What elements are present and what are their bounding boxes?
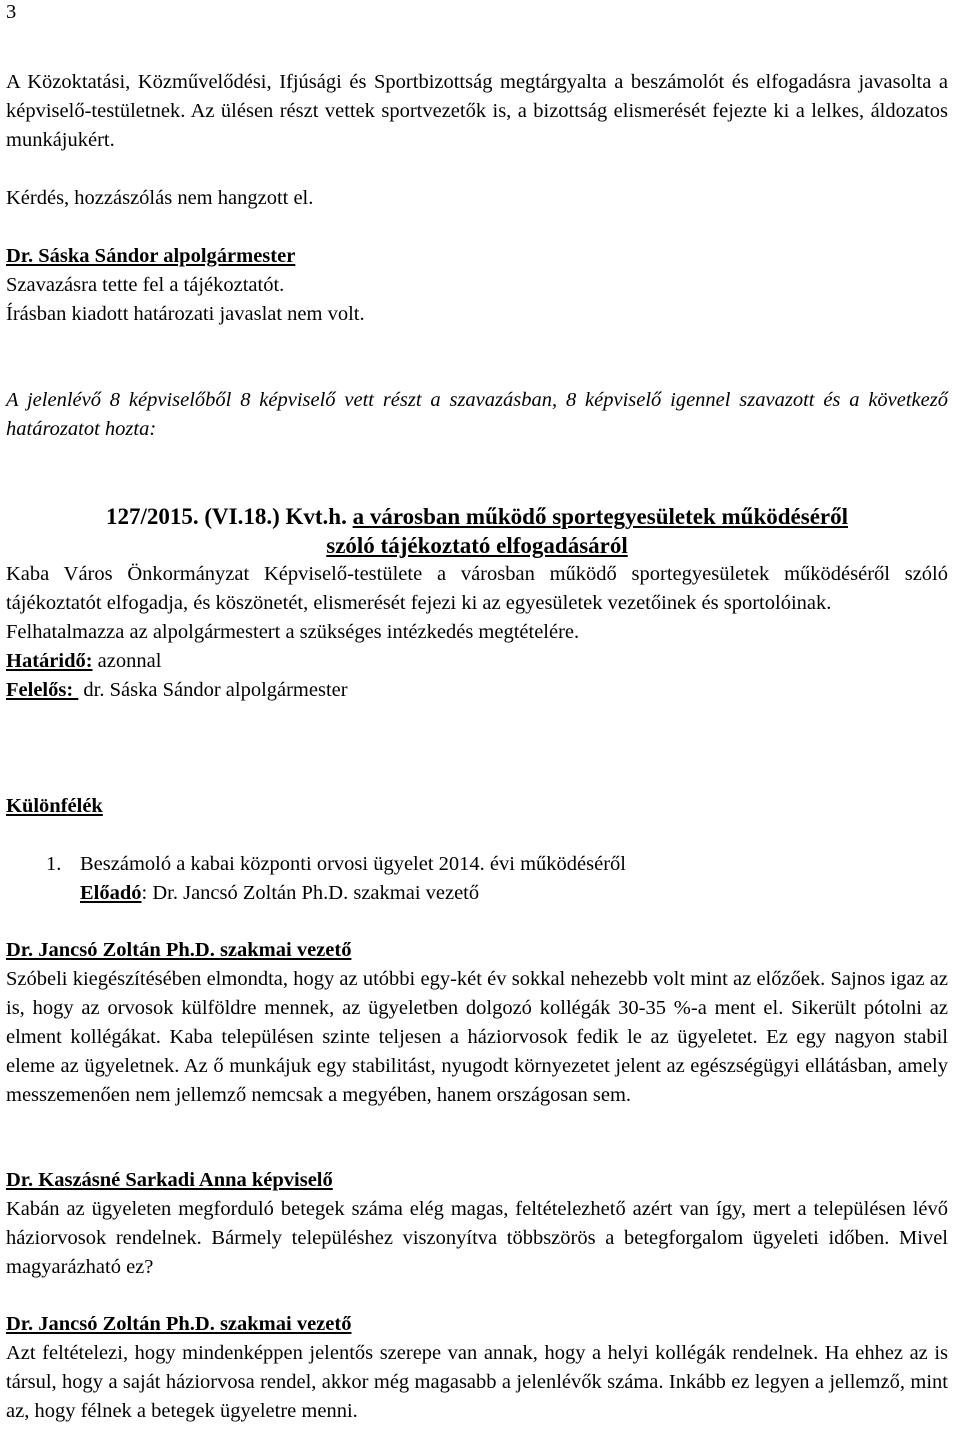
agenda-number: 1. bbox=[46, 853, 62, 875]
speaker-name: Dr. Kaszásné Sarkadi Anna képviselő bbox=[6, 1169, 333, 1191]
resolution-responsible bbox=[6, 676, 948, 705]
speaker-text-line: Írásban kiadott határozati javaslat nem volt. bbox=[6, 303, 365, 325]
agenda-title: Beszámoló a kabai központi orvosi ügyelet 2014. évi működéséről bbox=[80, 853, 626, 875]
speaker-text: Kabán az ügyeleten megforduló betegek száma elég magas, feltételezhető azért van így, mert a településen lévő háziorvosok rendelnek. Bármely településhez viszonyítva többszörös a betegforgalom ügyeleti időben. Mivel magyarázható ez? bbox=[6, 1198, 948, 1278]
resolution-subject: a városban működő sportegyesületek működéséről bbox=[352, 504, 848, 529]
resolution-body: Kaba Város Önkormányzat Képviselő-testülete a városban működő sportegyesületek működéséről szóló tájékoztatót elfogadja, és köszönetét, elismerését fejezi ki az egyesületek vezetőinek és sportolóinak. bbox=[6, 563, 948, 614]
speaker-text: Szóbeli kiegészítésében elmondta, hogy az utóbbi egy-két év sokkal nehezebb volt mint az előzőek. Sajnos igaz az is, hogy az orvosok külföldre mennek, az ügyeletben dolgozó kollégák 30-35 %-a ment el. Sikerült pótolni az elment kollégákat. Kaba településen szinte teljesen a háziorvosok fedik le az ügyeletet. Ez egy nagyon stabil eleme az ügyeletnek. Az ő munkájuk egy stabilitást, nyugodt környezetet jelent az egészségügyi ellátásban, amely messzemenően nem jellemző nemcsak a megyében, hanem országosan sem. bbox=[6, 968, 948, 1106]
deadline-label: Határidő: bbox=[6, 650, 93, 672]
presenter-label: Előadó bbox=[80, 882, 142, 904]
speaker-block-3 bbox=[6, 1166, 948, 1282]
resolution-number: 127/2015. (VI.18.) Kvt.h. bbox=[105, 504, 347, 529]
speaker-block-4 bbox=[6, 1310, 948, 1426]
responsible-value: dr. Sáska Sándor alpolgármester bbox=[78, 679, 348, 701]
no-questions-text: Kérdés, hozzászólás nem hangzott el. bbox=[6, 187, 314, 209]
speaker-text-line: Szavazásra tette fel a tájékoztatót. bbox=[6, 274, 285, 296]
speaker-block-2 bbox=[6, 936, 948, 1110]
agenda-presenter bbox=[80, 879, 948, 908]
section-title: Különfélék bbox=[6, 795, 103, 817]
resolution-deadline bbox=[6, 647, 948, 676]
speaker-block-1 bbox=[6, 242, 948, 329]
speaker-text: Azt feltételezi, hogy mindenképpen jelentős szerepe van annak, hogy a helyi kollégák rendelnek. Ha ehhez az is társul, hogy a saját háziorvosa rendel, akkor még magasabb a jelenlévők száma. Inkább ez legyen a jellemző, mint az, hogy félnek a betegek ügyeletre menni. bbox=[6, 1342, 948, 1422]
vote-result-text: A jelenlévő 8 képviselőből 8 képviselő vett részt a szavazásban, 8 képviselő igennel szavazott és a következő határozatot hozta: bbox=[6, 389, 948, 440]
agenda-item bbox=[46, 850, 948, 908]
responsible-label: Felelős: bbox=[6, 679, 79, 701]
speaker-name: Dr. Jancsó Zoltán Ph.D. szakmai vezető bbox=[6, 939, 352, 961]
resolution-authorization: Felhatalmazza az alpolgármestert a szükséges intézkedés megtételére. bbox=[6, 621, 580, 643]
speaker-name: Dr. Jancsó Zoltán Ph.D. szakmai vezető bbox=[6, 1313, 352, 1335]
resolution-block bbox=[6, 502, 948, 705]
committee-paragraph: A Közoktatási, Közművelődési, Ifjúsági és Sportbizottság megtárgyalta a beszámolót és elfogadásra javasolta a képviselő-testületnek. Az ülésen részt vettek sportvezetők is, a bizottság elismerését fejezte ki a lelkes, áldozatos munkájukért. bbox=[6, 71, 948, 151]
deadline-value: azonnal bbox=[92, 650, 162, 672]
resolution-subject: szóló tájékoztató elfogadásáról bbox=[326, 533, 628, 558]
resolution-title bbox=[6, 502, 948, 560]
page-number: 3 bbox=[6, 1, 17, 23]
presenter-value: : Dr. Jancsó Zoltán Ph.D. szakmai vezető bbox=[141, 882, 480, 904]
speaker-name: Dr. Sáska Sándor alpolgármester bbox=[6, 245, 296, 267]
